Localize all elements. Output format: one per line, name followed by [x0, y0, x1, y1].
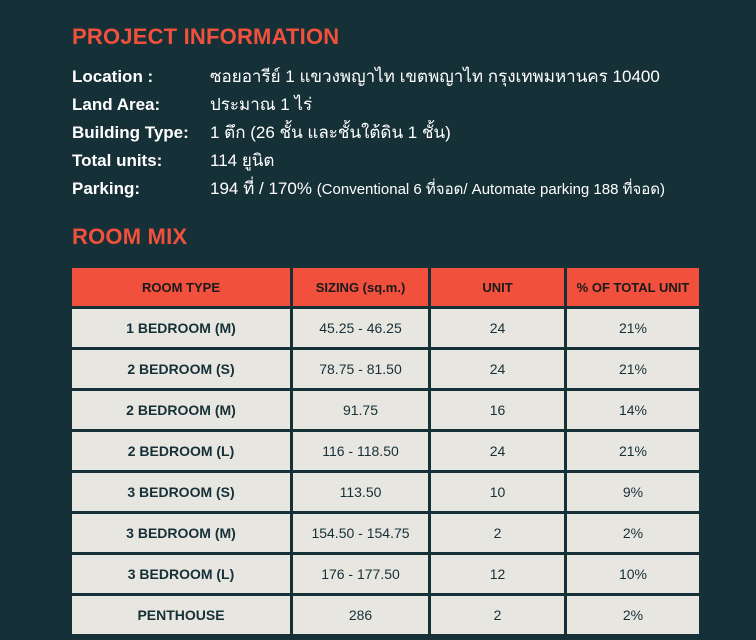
cell-sizing: 45.25 - 46.25 — [293, 309, 428, 347]
cell-unit: 16 — [431, 391, 564, 429]
table-row — [72, 432, 699, 470]
building-type-label: Building Type: — [72, 123, 189, 142]
header-room-type: ROOM TYPE — [72, 268, 290, 306]
cell-room-type: 2 BEDROOM (L) — [72, 432, 290, 470]
table-row — [72, 473, 699, 511]
location-value: ซอยอารีย์ 1 แขวงพญาไท เขตพญาไท กรุงเทพมหานคร 10400 — [210, 67, 660, 86]
project-info-list — [72, 63, 732, 203]
parking-label: Parking: — [72, 179, 141, 198]
table-row — [72, 555, 699, 593]
table-row — [72, 596, 699, 634]
info-row-total-units — [72, 147, 732, 175]
cell-sizing: 286 — [293, 596, 428, 634]
cell-percent: 2% — [567, 596, 699, 634]
room-mix-heading: ROOM MIX — [72, 224, 188, 249]
cell-room-type: 1 BEDROOM (M) — [72, 309, 290, 347]
cell-sizing: 78.75 - 81.50 — [293, 350, 428, 388]
cell-unit: 10 — [431, 473, 564, 511]
cell-percent: 14% — [567, 391, 699, 429]
building-type-value: 1 ตึก (26 ชั้น และชั้นใต้ดิน 1 ชั้น) — [210, 123, 451, 142]
cell-percent: 2% — [567, 514, 699, 552]
total-units-label: Total units: — [72, 151, 163, 170]
location-label: Location : — [72, 67, 154, 86]
cell-unit: 24 — [431, 350, 564, 388]
cell-room-type: 2 BEDROOM (S) — [72, 350, 290, 388]
parking-value — [210, 175, 665, 202]
cell-unit: 24 — [431, 309, 564, 347]
header-sizing: SIZING (sq.m.) — [293, 268, 428, 306]
cell-sizing: 176 - 177.50 — [293, 555, 428, 593]
info-row-location — [72, 63, 732, 91]
cell-unit: 12 — [431, 555, 564, 593]
cell-sizing: 113.50 — [293, 473, 428, 511]
info-row-building-type — [72, 119, 732, 147]
cell-percent: 9% — [567, 473, 699, 511]
cell-room-type: 3 BEDROOM (S) — [72, 473, 290, 511]
land-area-value: ประมาณ 1 ไร่ — [210, 95, 313, 114]
cell-room-type: PENTHOUSE — [72, 596, 290, 634]
info-row-land-area — [72, 91, 732, 119]
header-unit: UNIT — [431, 268, 564, 306]
parking-value-main: 194 ที่ / 170% — [210, 179, 312, 198]
project-information-heading: PROJECT INFORMATION — [72, 24, 340, 49]
header-percent-total: % OF TOTAL UNIT — [567, 268, 699, 306]
cell-percent: 21% — [567, 432, 699, 470]
cell-unit: 2 — [431, 514, 564, 552]
table-row — [72, 350, 699, 388]
table-row — [72, 391, 699, 429]
cell-percent: 10% — [567, 555, 699, 593]
info-row-parking — [72, 175, 732, 203]
cell-unit: 2 — [431, 596, 564, 634]
cell-sizing: 91.75 — [293, 391, 428, 429]
table-header-row — [72, 268, 699, 306]
cell-room-type: 3 BEDROOM (M) — [72, 514, 290, 552]
cell-percent: 21% — [567, 309, 699, 347]
table-row — [72, 514, 699, 552]
table-row — [72, 309, 699, 347]
cell-sizing: 154.50 - 154.75 — [293, 514, 428, 552]
cell-room-type: 2 BEDROOM (M) — [72, 391, 290, 429]
total-units-value: 114 ยูนิต — [210, 151, 275, 170]
land-area-label: Land Area: — [72, 95, 161, 114]
room-mix-table — [69, 265, 702, 637]
cell-sizing: 116 - 118.50 — [293, 432, 428, 470]
parking-value-note: (Conventional 6 ที่จอด/ Automate parking 188 ที่จอด) — [316, 181, 666, 198]
cell-room-type: 3 BEDROOM (L) — [72, 555, 290, 593]
cell-percent: 21% — [567, 350, 699, 388]
cell-unit: 24 — [431, 432, 564, 470]
